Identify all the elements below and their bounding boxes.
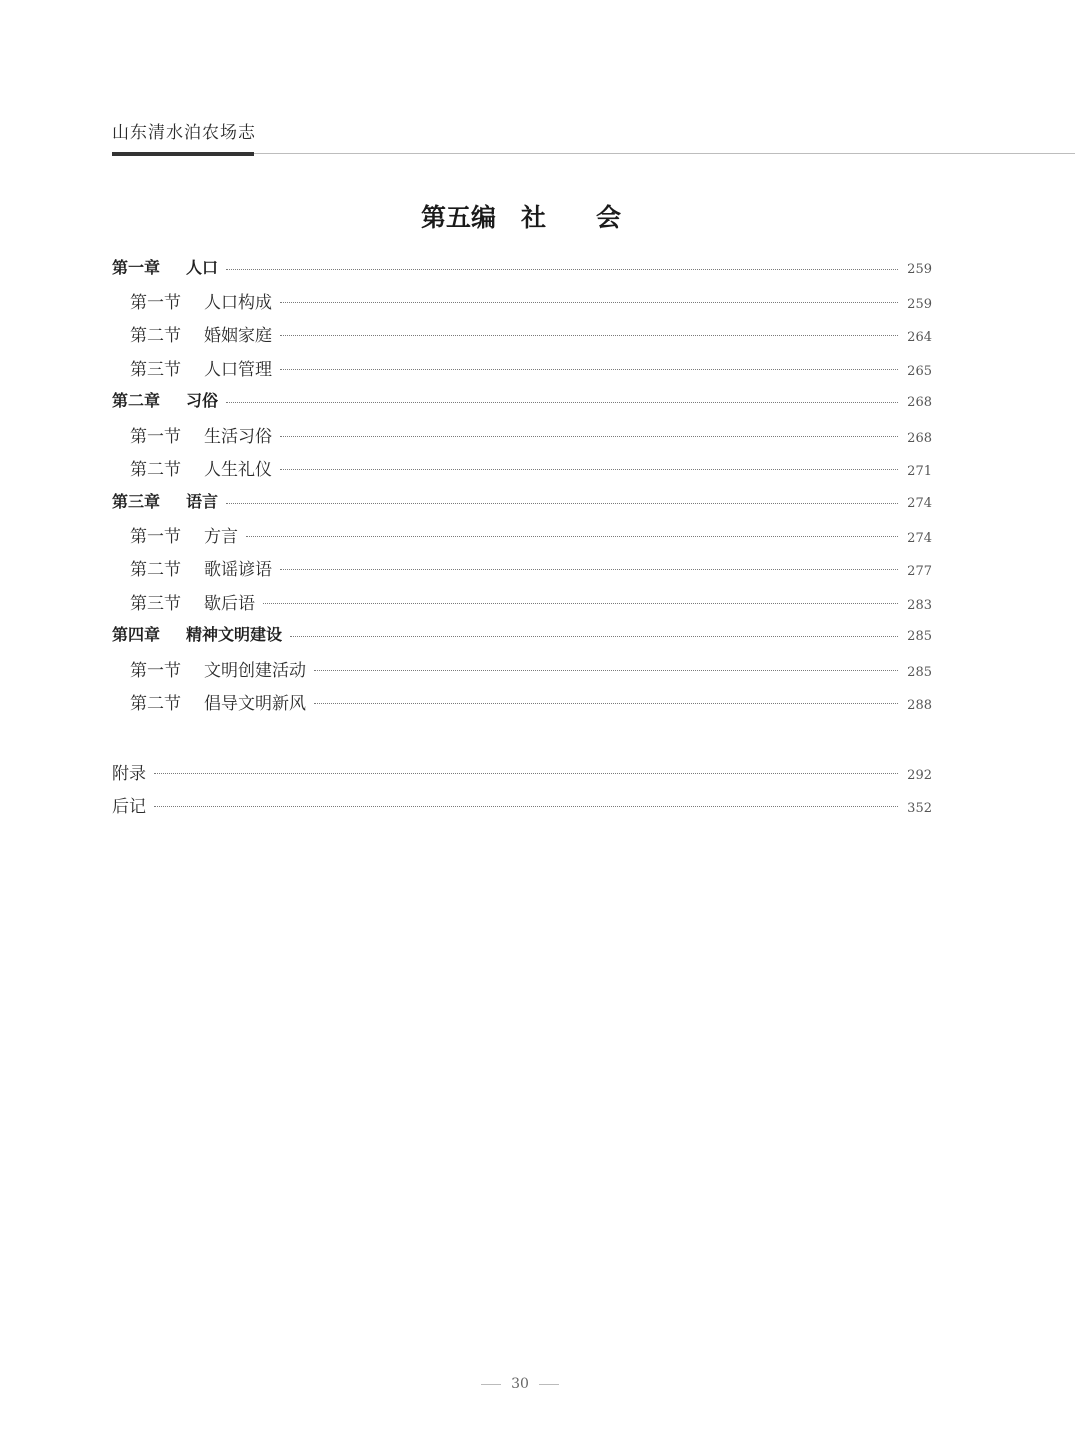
toc-title: 歇后语 <box>204 594 255 614</box>
dot-leader <box>226 269 898 270</box>
dot-leader <box>280 302 898 303</box>
toc-page-number: 352 <box>907 801 932 816</box>
toc-section-row[interactable] <box>130 455 932 480</box>
toc-title: 习俗 <box>186 391 219 410</box>
folio-dash-left <box>481 1384 501 1385</box>
toc-title: 精神文明建设 <box>186 625 283 644</box>
toc-page-number: 265 <box>907 364 932 379</box>
toc-number: 第三节 <box>130 594 181 614</box>
toc-number: 第一节 <box>130 661 181 681</box>
toc-title: 后记 <box>112 797 146 817</box>
toc-number: 第二节 <box>130 694 181 714</box>
toc-page-number: 283 <box>907 598 932 613</box>
folio-dash-right <box>539 1384 559 1385</box>
toc-chapter-row[interactable] <box>112 388 932 410</box>
toc-number: 第一章 <box>112 258 161 277</box>
toc-number: 第二节 <box>130 326 181 346</box>
dot-leader <box>226 402 898 403</box>
toc-title: 人生礼仪 <box>204 460 272 480</box>
toc-number: 第四章 <box>112 625 161 644</box>
toc-page-number: 285 <box>907 629 932 644</box>
toc-page-number: 264 <box>907 330 932 345</box>
toc-appendix-row[interactable] <box>112 759 932 784</box>
toc-number: 第二节 <box>130 460 181 480</box>
toc-section-row[interactable] <box>130 656 932 681</box>
toc-title: 人口 <box>186 258 219 277</box>
toc-title: 文明创建活动 <box>204 661 306 681</box>
toc-page-number: 285 <box>907 665 932 680</box>
toc-section-row[interactable] <box>130 321 932 346</box>
toc-title: 歌谣谚语 <box>204 560 272 580</box>
toc-number: 第一节 <box>130 293 181 313</box>
toc-page-number: 274 <box>907 531 932 546</box>
toc-section-row[interactable] <box>130 355 932 380</box>
dot-leader <box>314 670 898 671</box>
toc-page-number: 288 <box>907 698 932 713</box>
dot-leader <box>246 536 898 537</box>
dot-leader <box>290 636 898 637</box>
toc-page-number: 259 <box>907 262 932 277</box>
toc-number: 第三节 <box>130 360 181 380</box>
dot-leader <box>154 806 898 807</box>
dot-leader <box>280 569 898 570</box>
toc-title: 生活习俗 <box>204 427 272 447</box>
toc-page-number: 271 <box>907 464 932 479</box>
page-number: 30 <box>511 1376 529 1392</box>
toc-title: 附录 <box>112 764 146 784</box>
toc-number: 第一节 <box>130 427 181 447</box>
toc-page-number: 274 <box>907 496 932 511</box>
toc-title: 倡导文明新风 <box>204 694 306 714</box>
toc-section-row[interactable] <box>130 589 932 614</box>
toc-section-row[interactable] <box>130 689 932 714</box>
toc-number: 第三章 <box>112 492 161 511</box>
toc-chapter-row[interactable] <box>112 622 932 644</box>
part-title-text: 第五编 社 会 <box>420 203 621 232</box>
dot-leader <box>280 469 898 470</box>
toc-chapter-row[interactable] <box>112 255 932 277</box>
dot-leader <box>314 703 898 704</box>
dot-leader <box>263 603 898 604</box>
toc-appendix-row[interactable] <box>112 792 932 817</box>
toc-number: 第二节 <box>130 560 181 580</box>
part-title <box>0 198 1042 234</box>
toc-section-row[interactable] <box>130 288 932 313</box>
toc-section-row[interactable] <box>130 555 932 580</box>
toc-page-number: 277 <box>907 564 932 579</box>
running-head: 山东清水泊农场志 <box>112 123 256 143</box>
toc-title: 婚姻家庭 <box>204 326 272 346</box>
toc-title: 人口管理 <box>204 360 272 380</box>
toc-page-number: 268 <box>907 395 932 410</box>
toc-number: 第二章 <box>112 391 161 410</box>
dot-leader <box>154 773 898 774</box>
toc-section-row[interactable] <box>130 522 932 547</box>
toc-number: 第一节 <box>130 527 181 547</box>
toc-chapter-row[interactable] <box>112 489 932 511</box>
header-rule-accent <box>112 152 254 156</box>
header-rule <box>112 153 1075 154</box>
toc-title: 语言 <box>186 492 219 511</box>
toc-page-number: 259 <box>907 297 932 312</box>
dot-leader <box>280 369 898 370</box>
dot-leader <box>280 335 898 336</box>
toc-page-number: 268 <box>907 431 932 446</box>
dot-leader <box>226 503 898 504</box>
toc-title: 方言 <box>204 527 238 547</box>
toc-section-row[interactable] <box>130 422 932 447</box>
toc-page-number: 292 <box>907 768 932 783</box>
dot-leader <box>280 436 898 437</box>
toc-title: 人口构成 <box>204 293 272 313</box>
page-folio <box>0 1376 1040 1392</box>
